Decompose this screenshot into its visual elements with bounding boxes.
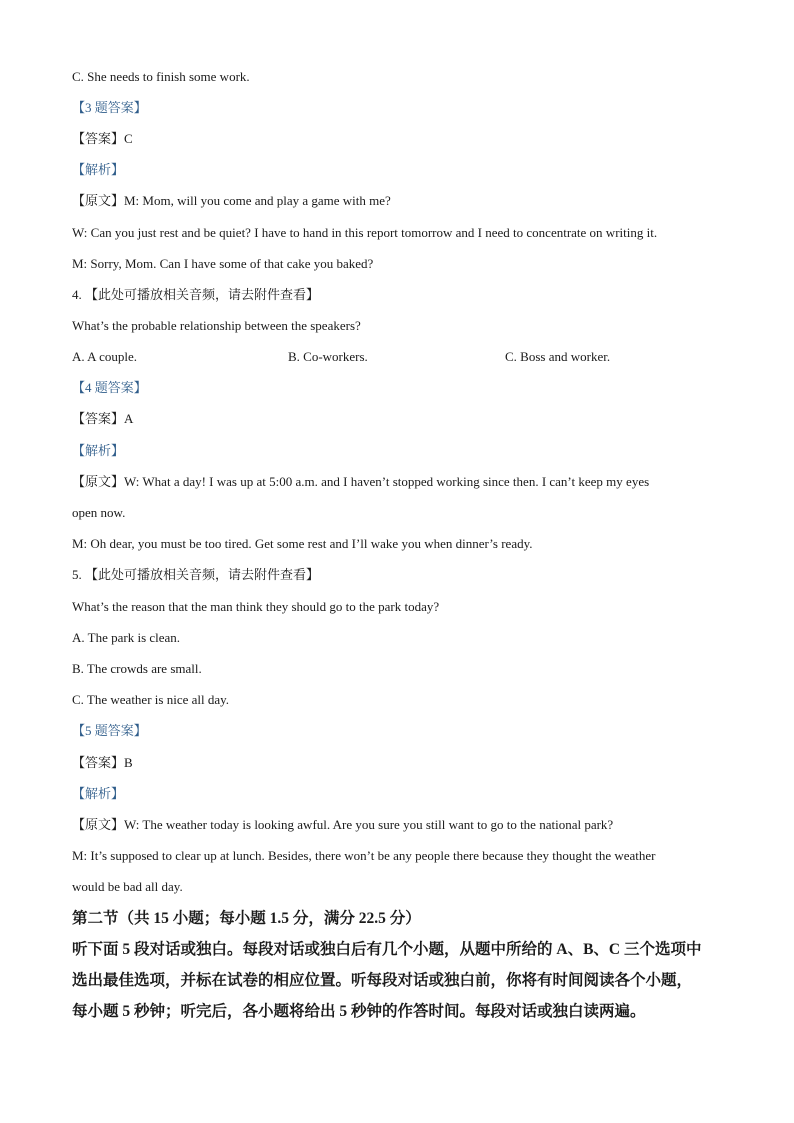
q5-option-b: B. The crowds are small. <box>72 661 202 676</box>
q5-transcript-line: would be bad all day. <box>72 879 183 894</box>
q4-analysis-label: 【解析】 <box>72 443 125 458</box>
q5-title: 5. 【此处可播放相关音频，请去附件查看】 <box>72 567 320 582</box>
q5-analysis-label: 【解析】 <box>72 786 125 801</box>
q4-option-b: B. Co-workers. <box>288 349 368 364</box>
q4-question: What’s the probable relationship between the speakers? <box>72 318 361 333</box>
q5-question: What’s the reason that the man think they should go to the park today? <box>72 599 440 614</box>
q4-title: 4. 【此处可播放相关音频，请去附件查看】 <box>72 287 320 302</box>
q4-transcript-line: 【原文】W: What a day! I was up at 5:00 a.m. and I haven’t stopped working since then. I can’t keep my eyes <box>72 474 650 489</box>
section2-instruction-line: 每小题 5 秒钟；听完后，各小题将给出 5 秒钟的作答时间。每段对话或独白读两遍。 <box>72 1003 646 1020</box>
q3-answer-header: 【3 题答案】 <box>72 100 147 115</box>
section2-instruction-line: 选出最佳选项，并标在试卷的相应位置。听每段对话或独白前，你将有时间阅读各个小题， <box>72 972 693 989</box>
q4-transcript-line: M: Oh dear, you must be too tired. Get some rest and I’ll wake you when dinner’s ready. <box>72 536 533 551</box>
section2-instruction-line: 听下面 5 段对话或独白。每段对话或独白后有几个小题，从题中所给的 A、B、C 三个选项中 <box>72 941 702 958</box>
q3-analysis-label: 【解析】 <box>72 162 125 177</box>
q5-transcript-line: 【原文】W: The weather today is looking awful. Are you sure you still want to go to the national park? <box>72 817 614 832</box>
q3-option-c: C. She needs to finish some work. <box>72 69 250 84</box>
q4-option-c: C. Boss and worker. <box>505 349 611 364</box>
q4-answer: 【答案】A <box>72 411 134 426</box>
q5-option-a: A. The park is clean. <box>72 630 181 645</box>
q4-answer-header: 【4 题答案】 <box>72 380 147 395</box>
q3-transcript-line: 【原文】M: Mom, will you come and play a game with me? <box>72 193 391 208</box>
q4-transcript-line: open now. <box>72 505 126 520</box>
q5-transcript-line: M: It’s supposed to clear up at lunch. Besides, there won’t be any people there because they thought the weather <box>72 848 656 863</box>
q3-transcript-line: W: Can you just rest and be quiet? I have to hand in this report tomorrow and I need to concentrate on writing it. <box>72 225 658 240</box>
q4-option-a: A. A couple. <box>72 349 137 364</box>
q5-answer: 【答案】B <box>72 755 133 770</box>
q3-answer: 【答案】C <box>72 131 133 146</box>
q5-option-c: C. The weather is nice all day. <box>72 692 230 707</box>
q3-transcript-line: M: Sorry, Mom. Can I have some of that cake you baked? <box>72 256 374 271</box>
section2-title: 第二节（共 15 小题；每小题 1.5 分，满分 22.5 分） <box>72 910 421 927</box>
q5-answer-header: 【5 题答案】 <box>72 723 147 738</box>
